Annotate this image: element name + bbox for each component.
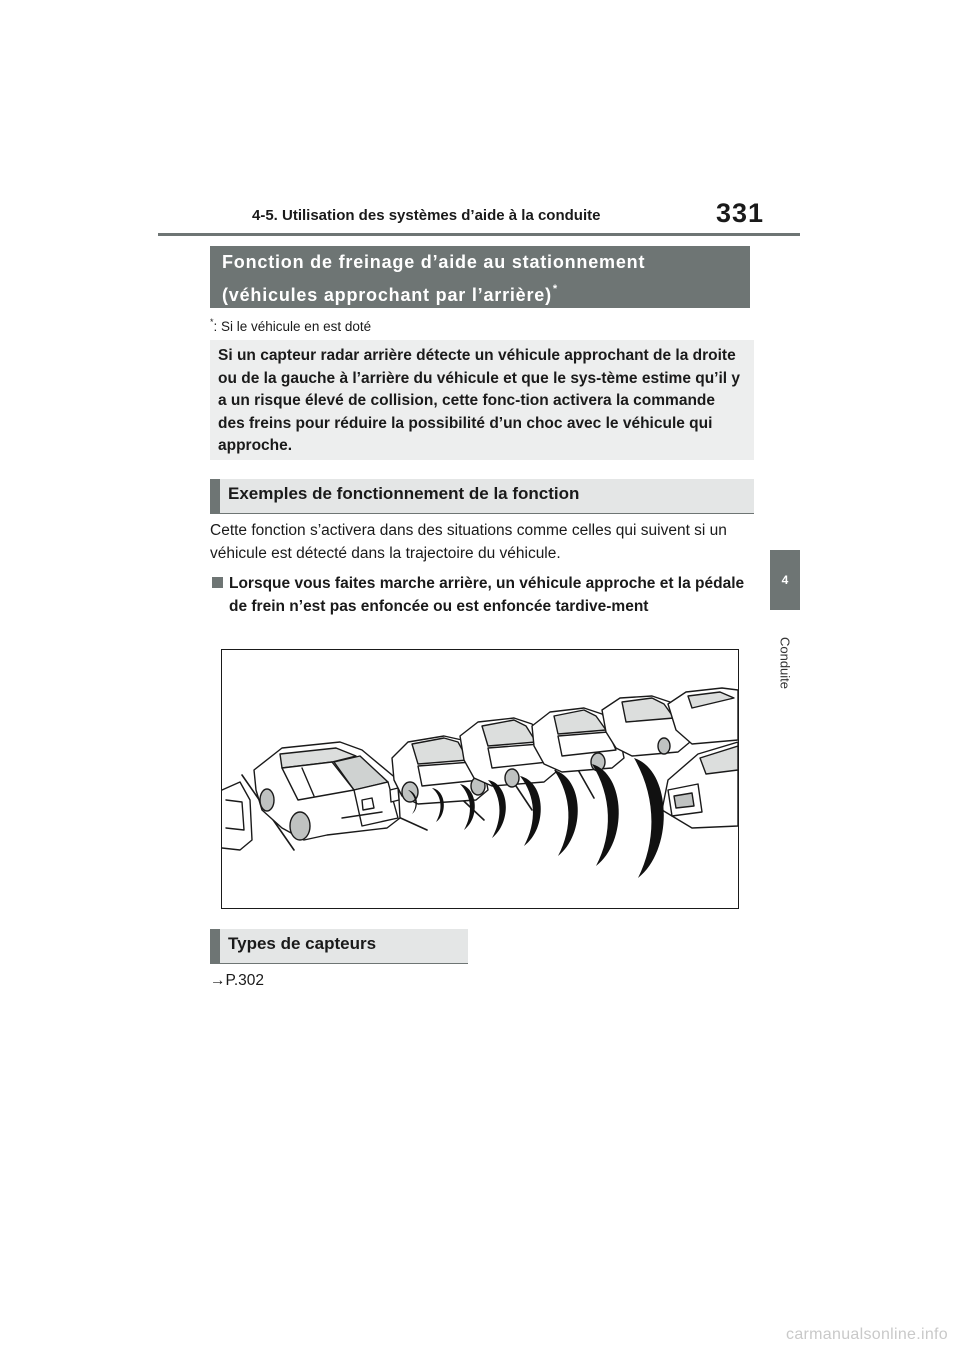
chapter-tab: 4 — [770, 550, 800, 610]
header-rule — [158, 233, 800, 236]
watermark: carmanualsonline.info — [786, 1326, 948, 1343]
reversing-suv — [254, 742, 400, 840]
banner-footnote-marker: * — [552, 283, 558, 295]
parking-illustration — [221, 649, 739, 909]
banner-title-line2: (véhicules approchant par l’arrière)* — [222, 283, 558, 305]
sensor-types-heading: Types de capteurs — [210, 929, 468, 964]
approaching-car — [662, 742, 738, 828]
example-bullet: Lorsque vous faites marche arrière, un véhicule approche et la pédale de frein n’est pas enfoncée ou est enfoncée tardive-ment — [212, 573, 752, 618]
bullet-square-icon — [212, 577, 223, 588]
intro-summary-box: Si un capteur radar arrière détecte un véhicule approchant de la droite ou de la gauche à l’arrière du véhicule et que le sys-tème estime qu’il y a un risque élevé de collision, cette fonc-tion activera la commande des freins pour réduire la possibilité d’un choc avec le véhicule qui approche. — [210, 340, 754, 460]
left-edge-car — [222, 782, 252, 850]
header-section-title: 4-5. Utilisation des systèmes d’aide à la conduite — [252, 207, 601, 224]
footnote-marker: * — [210, 317, 214, 327]
page-reference-link[interactable]: →P.302 — [210, 972, 265, 989]
section-title-banner — [210, 246, 750, 308]
examples-heading: Exemples de fonctionnement de la fonction — [210, 479, 754, 514]
chapter-tab-label: Conduite — [777, 636, 793, 690]
page-number: 331 — [716, 198, 765, 228]
footnote: *: Si le véhicule en est doté — [210, 317, 372, 334]
examples-paragraph: Cette fonction s’activera dans des situations comme celles qui suivent si un véhicule est détecté dans la trajectoire du véhicule. — [210, 522, 727, 562]
banner-title-line1: Fonction de freinage d’aide au stationnement — [222, 252, 646, 272]
